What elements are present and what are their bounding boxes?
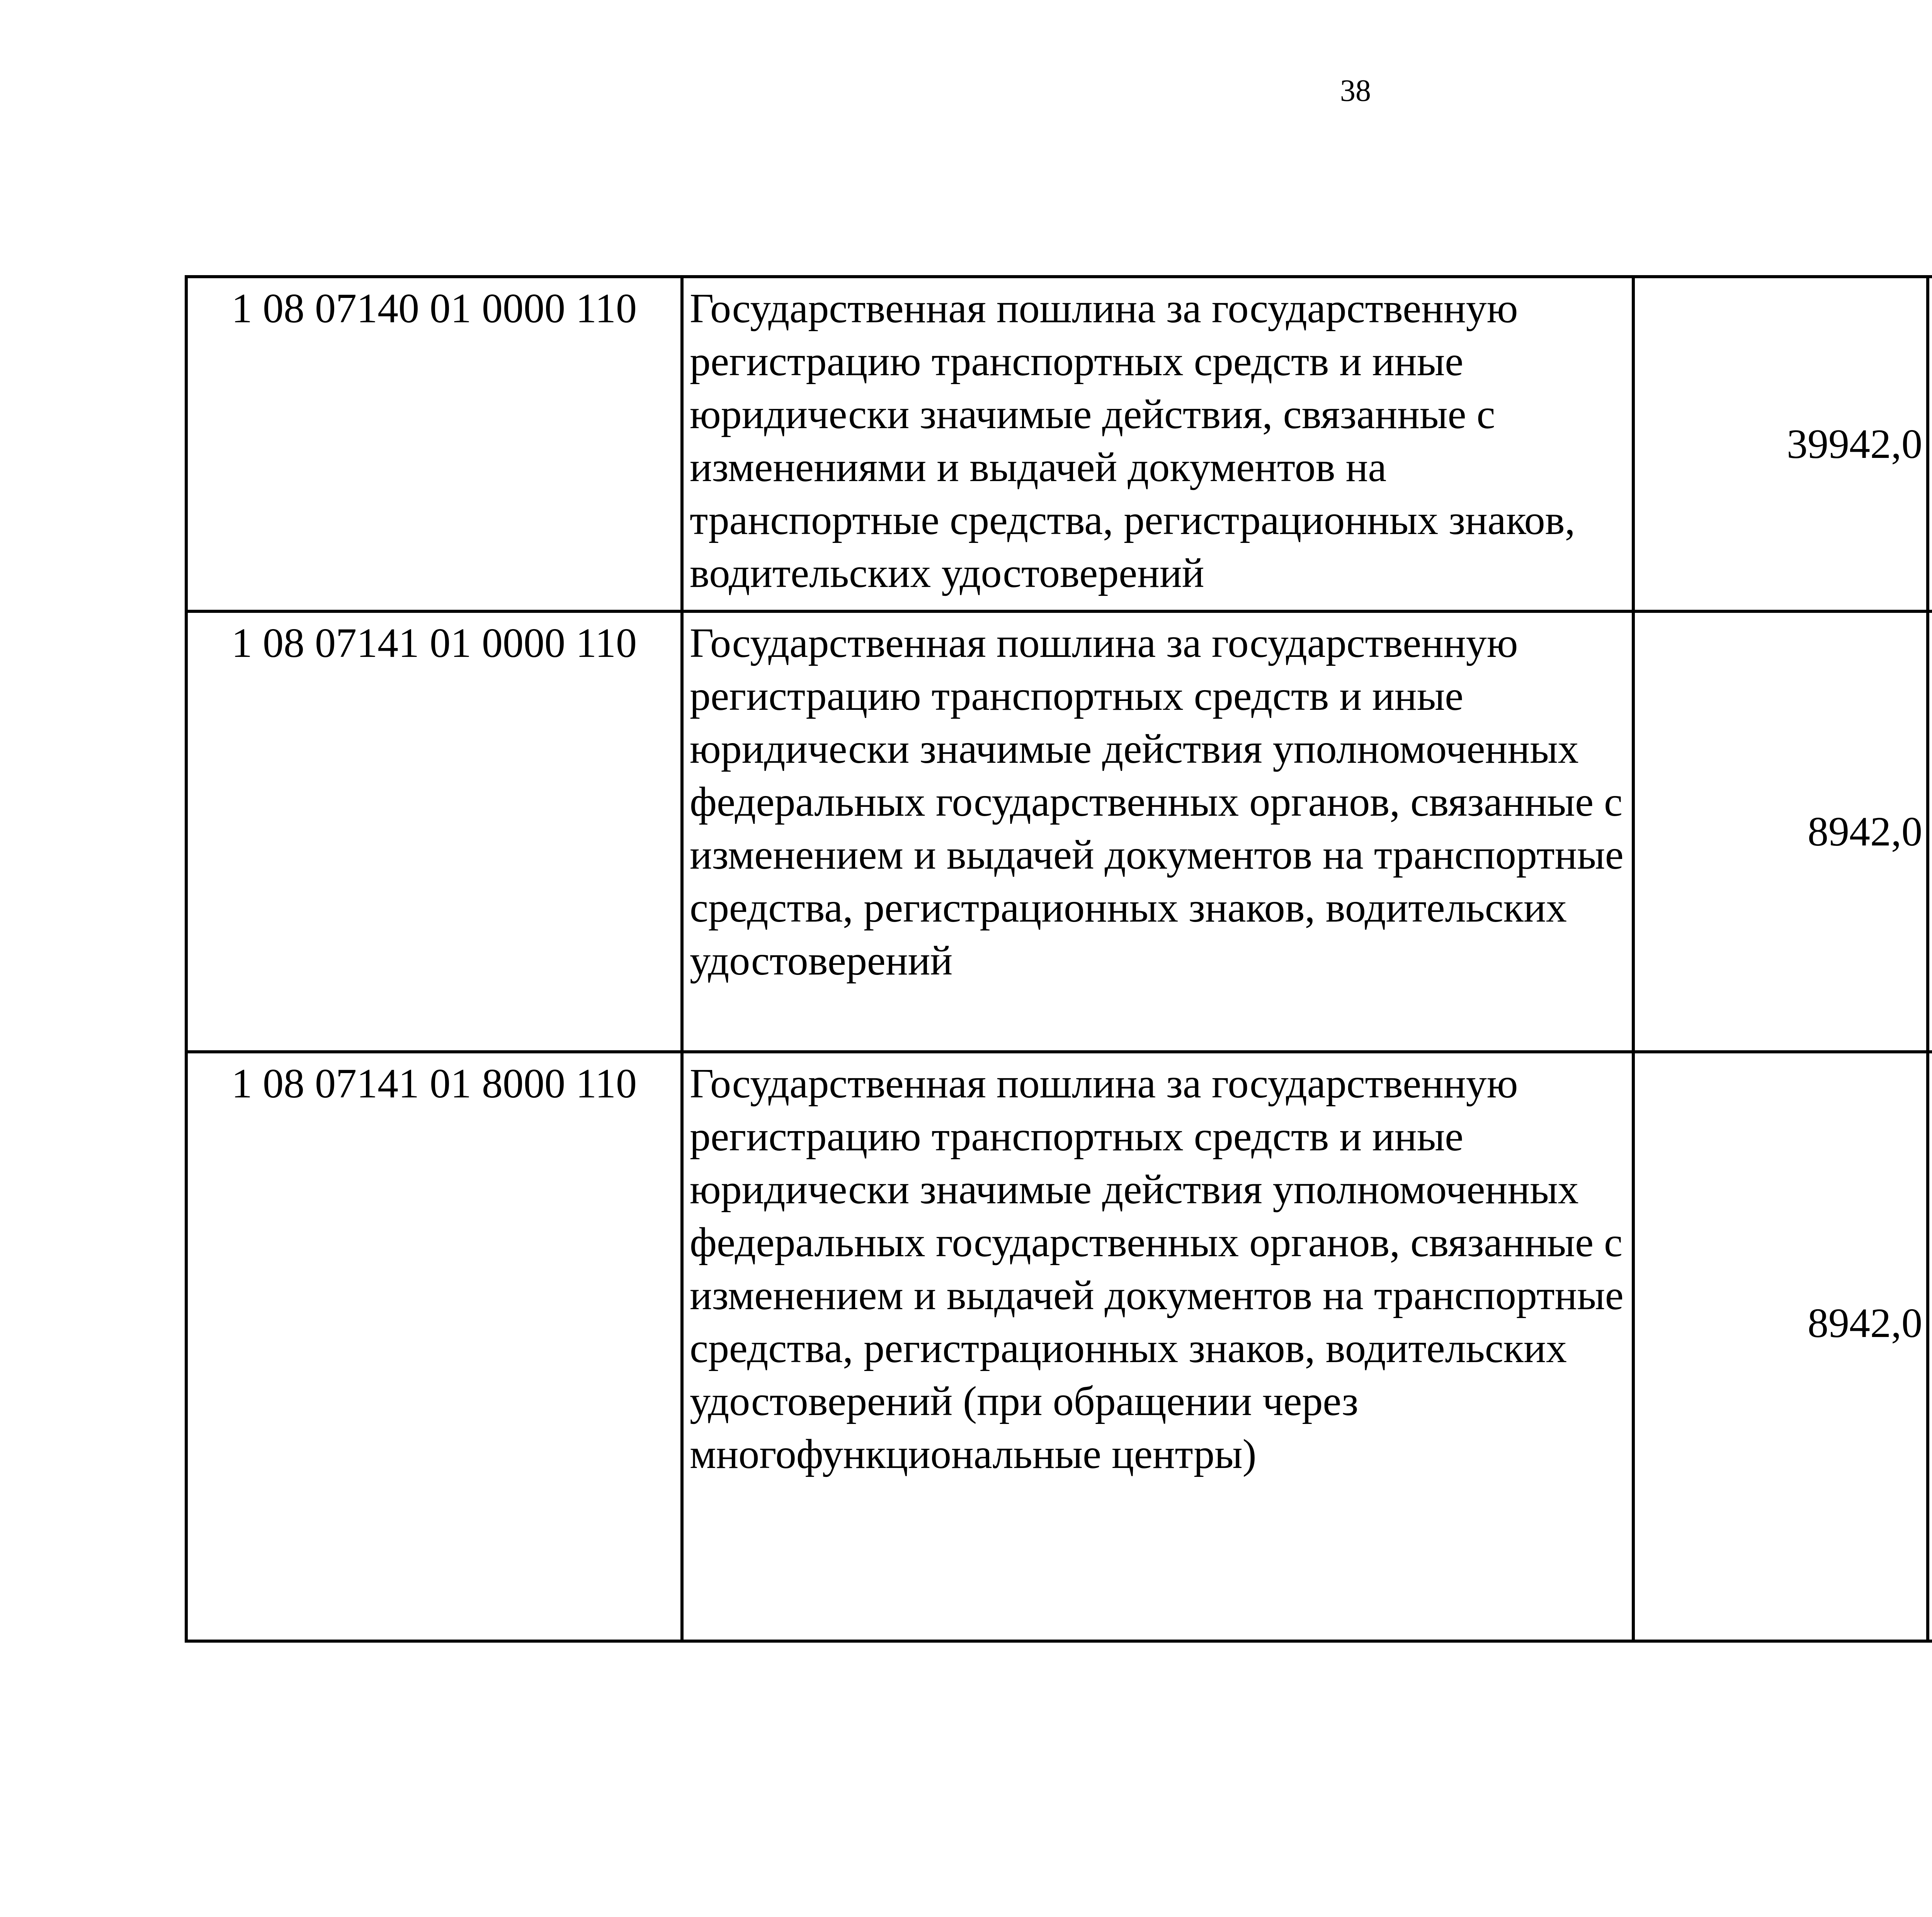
- value-cell-year-1: 8942,0: [1633, 611, 1928, 1052]
- description-cell: Государственная пошлина за государственную регистрацию транспортных средств и иные юридически значимые действия уполномоченных федеральных государственных органов, связанные с изменением и выдачей документов на транспортные средства, регистрационных знаков, водительских удостоверений: [682, 611, 1633, 1052]
- description-cell: Государственная пошлина за государственную регистрацию транспортных средств и иные юридически значимые действия, связанные с изменениями и выдачей документов на транспортные средства, регистрационных знаков, водительских удостоверений: [682, 277, 1633, 611]
- value-cell-year-2: [1928, 277, 1932, 611]
- table-row: [186, 277, 1932, 611]
- page-number: 38: [1340, 74, 1371, 108]
- revenue-table: [185, 275, 1932, 1643]
- value-cell-year-2: [1928, 611, 1932, 1052]
- value-cell-year-1: 39942,0: [1633, 277, 1928, 611]
- value-cell-year-2: [1928, 1052, 1932, 1641]
- table-row: [186, 1052, 1932, 1641]
- budget-code-cell: 1 08 07141 01 8000 110: [186, 1052, 682, 1641]
- budget-code-cell: 1 08 07141 01 0000 110: [186, 611, 682, 1052]
- value-cell-year-1: 8942,0: [1633, 1052, 1928, 1641]
- table-row: [186, 611, 1932, 1052]
- budget-code-cell: 1 08 07140 01 0000 110: [186, 277, 682, 611]
- description-cell: Государственная пошлина за государственную регистрацию транспортных средств и иные юридически значимые действия уполномоченных федеральных государственных органов, связанные с изменением и выдачей документов на транспортные средства, регистрационных знаков, водительских удостоверений (при обращении через многофункциональные центры): [682, 1052, 1633, 1641]
